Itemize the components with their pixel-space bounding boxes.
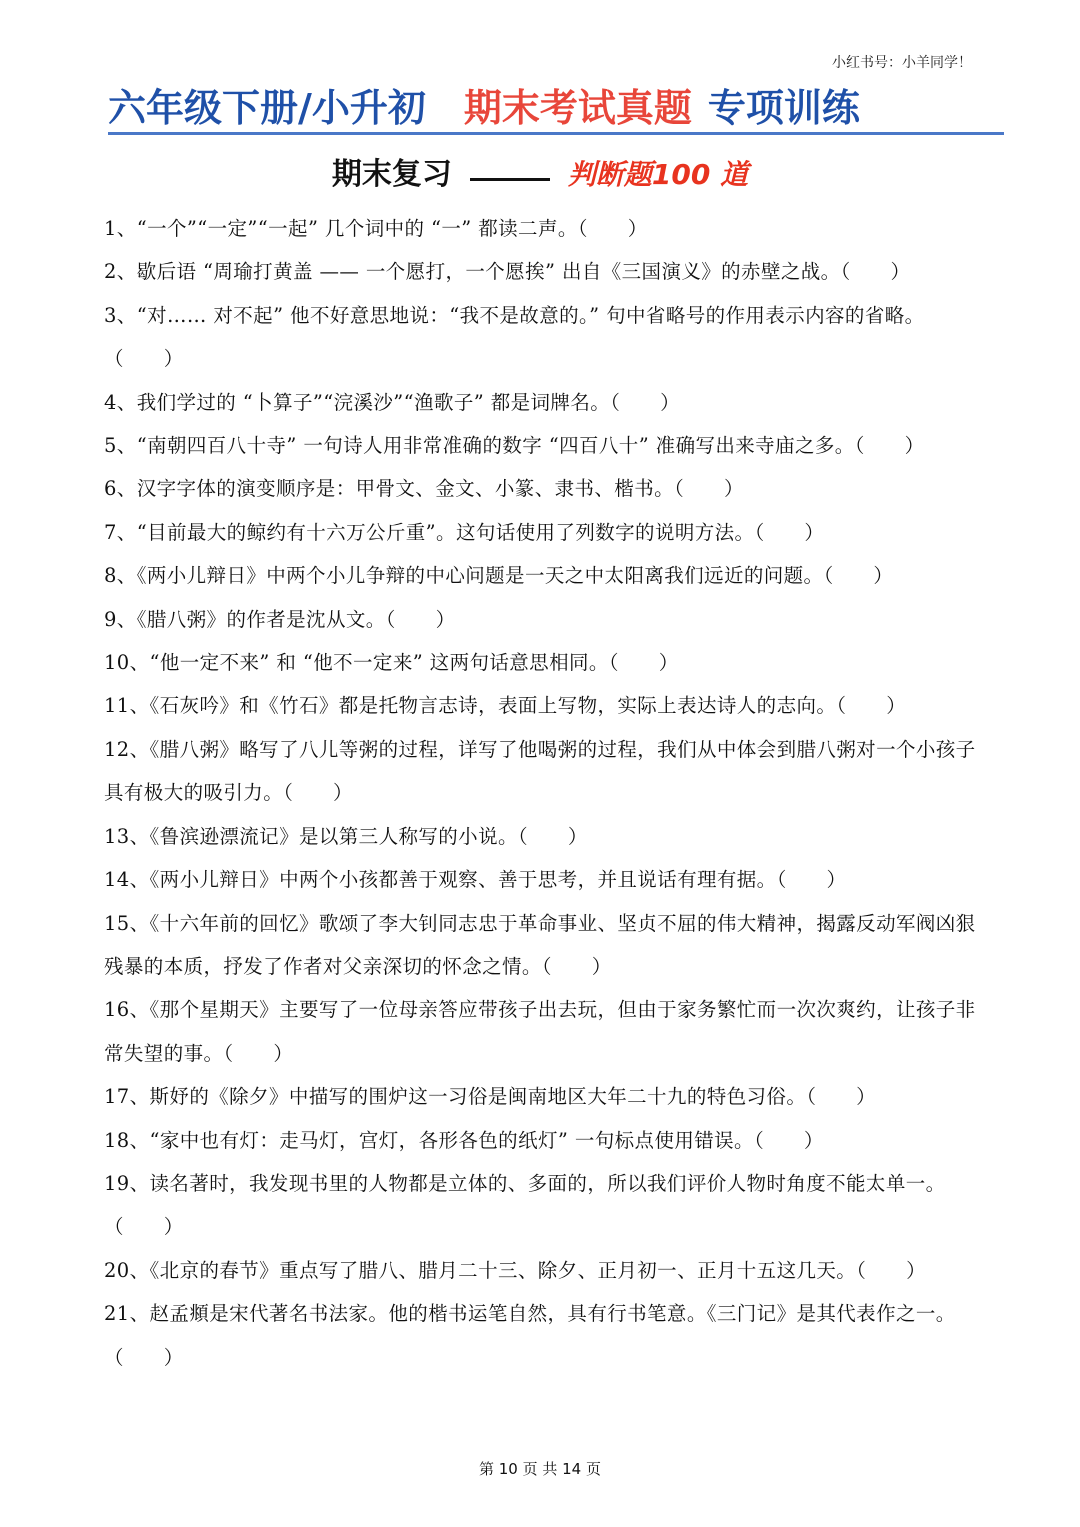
question-item: 17、斯妤的《除夕》中描写的围炉这一习俗是闽南地区大年二十九的特色习俗。（ ） — [104, 1085, 877, 1109]
header-grade: 六年级下册/小升初 — [108, 86, 426, 130]
page-number: 第 10 页 共 14 页 — [478, 1460, 601, 1478]
question-item: 2、歇后语 “周瑜打黄盖 —— 一个愿打，一个愿挨” 出自《三国演义》的赤壁之战。（ ） — [104, 260, 911, 284]
question-item: 14、《两小儿辩日》中两个小孩都善于观察、善于思考，并且说话有理有据。（ ） — [104, 868, 847, 892]
question-list — [104, 207, 980, 1379]
section-title-left: 期末复习 — [331, 157, 452, 192]
question-item: 15、《十六年前的回忆》歌颂了李大钊同志忠于革命事业、坚贞不屈的伟大精神，揭露反动军阀凶狠残暴的本质，抒发了作者对父亲深切的怀念之情。（ ） — [104, 911, 976, 978]
title-dash — [470, 178, 550, 181]
header-divider — [108, 132, 1004, 135]
question-item: 8、《两小儿辩日》中两个小儿争辩的中心问题是一天之中太阳离我们远近的问题。（ ） — [104, 564, 894, 588]
question-item: 1、“一个”“一定”“一起” 几个词中的 “一” 都读二声。（ ） — [104, 217, 648, 240]
question-item: 6、汉字字体的演变顺序是：甲骨文、金文、小篆、隶书、楷书。（ ） — [104, 477, 744, 501]
question-item: 21、赵孟頫是宋代著名书法家。他的楷书运笔自然，具有行书笔意。《三门记》是其代表作之一。（ ） — [104, 1302, 956, 1369]
question-item: 18、“家中也有灯：走马灯，宫灯，各形各色的纸灯” 一句标点使用错误。（ ） — [104, 1128, 824, 1152]
question-item: 10、“他一定不来” 和 “他不一定来” 这两句话意思相同。（ ） — [104, 651, 679, 675]
watermark-text: 小红书号：小羊同学！ — [832, 55, 972, 71]
question-item: 19、读名著时，我发现书里的人物都是立体的、多面的，所以我们评价人物时角度不能太单一。（ ） — [104, 1171, 946, 1239]
header-training: 专项训练 — [707, 86, 860, 130]
header-exam: 期末考试真题 — [463, 86, 692, 130]
question-item: 7、“目前最大的鲸约有十六万公斤重”。这句话使用了列数字的说明方法。（ ） — [104, 520, 825, 544]
section-title — [0, 152, 1080, 198]
question-item: 4、我们学过的 “卜算子”“浣溪沙”“渔歌子” 都是词牌名。（ ） — [104, 390, 680, 414]
question-item: 9、《腊八粥》的作者是沈从文。（ ） — [104, 607, 456, 631]
question-item: 20、《北京的春节》重点写了腊八、腊月二十三、除夕、正月初一、正月十五这几天。（ ） — [104, 1258, 927, 1282]
question-item: 13、《鲁滨逊漂流记》是以第三人称写的小说。（ ） — [104, 824, 588, 848]
section-title-right: 判断题100 道 — [567, 158, 749, 191]
page-header — [108, 78, 1002, 138]
question-item: 16、《那个星期天》主要写了一位母亲答应带孩子出去玩，但由于家务繁忙而一次次爽约，让孩子非常失望的事。（ ） — [104, 998, 976, 1065]
question-item: 12、《腊八粥》略写了八儿等粥的过程，详写了他喝粥的过程，我们从中体会到腊八粥对一个小孩子具有极大的吸引力。（ ） — [104, 737, 976, 805]
question-item: 5、“南朝四百八十寺” 一句诗人用非常准确的数字 “四百八十” 准确写出来寺庙之多。（ ） — [104, 434, 925, 458]
question-item: 11、《石灰吟》和《竹石》都是托物言志诗，表面上写物，实际上表达诗人的志向。（ ） — [104, 694, 907, 718]
question-item: 3、“对…… 对不起” 他不好意思地说：“我不是故意的。” 句中省略号的作用表示内容的省略。（ ） — [104, 303, 925, 371]
